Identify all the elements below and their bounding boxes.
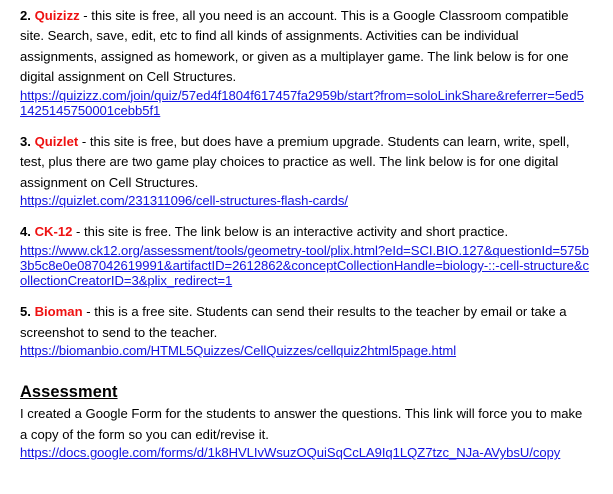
resource-description: - this site is free, but does have a premium upgrade. Students can learn, write, spell, test, plus there are two game play choices to practice as well. The link below is for one digital assignment on Cell Structures. (20, 134, 570, 190)
resource-link[interactable]: https://www.ck12.org/assessment/tools/geometry-tool/plix.html?eId=SCI.BIO.127&questionId=575b3b5c8e0e087042619991&artifactID=2612862&conceptCollectionHandle=biology-::-cell-structure&collectionCreatorID=3&plix_redirect=1 (20, 242, 590, 289)
resource-description: - this site is free. The link below is an interactive activity and short practice. (72, 224, 509, 240)
resource-description: - this site is free, all you need is an account. This is a Google Classroom compatible site. Search, save, edit, etc to find all kinds of assignments. Activities can be individual assignments, assigned as homework, or given as a multiplayer game. The link below is for one digital assignment on Cell Structures. (20, 8, 569, 85)
assessment-link[interactable]: https://docs.google.com/forms/d/1k8HVLIvWsuzOQuiSqCcLA9Iq1LQZ7tzc_NJa-AVybsU/copy (20, 445, 561, 461)
resource-entry-text (20, 222, 591, 242)
resource-number: 4. (20, 224, 31, 240)
resource-entry-text (20, 132, 591, 193)
resource-entry-quizizz (20, 6, 591, 118)
resource-site-name: Bioman (34, 304, 83, 320)
resource-entry-ck12 (20, 222, 591, 288)
assessment-heading: Assessment (20, 383, 118, 402)
resource-link[interactable]: https://quizizz.com/join/quiz/57ed4f1804f617457fa2959b/start?from=soloLinkShare&referrer=5ed51425145750001cebb5f1 (20, 87, 584, 118)
resource-site-name: Quizizz (34, 8, 80, 23)
assessment-section (20, 382, 591, 460)
resource-link[interactable]: https://biomanbio.com/HTML5Quizzes/CellQuizzes/cellquiz2html5page.html (20, 343, 457, 359)
resource-link[interactable]: https://quizlet.com/231311096/cell-structures-flash-cards/ (20, 193, 348, 209)
assessment-body: I created a Google Form for the students to answer the questions. This link will force you to make a copy of the form so you can edit/revise it. (20, 406, 583, 442)
resource-number: 3. (20, 134, 31, 150)
resource-entry-text (20, 6, 591, 88)
resource-site-name: CK-12 (34, 224, 73, 240)
resource-description: - this is a free site. Students can send their results to the teacher by email or take a screenshot to send to the teacher. (20, 304, 567, 340)
resource-entry-quizlet (20, 132, 591, 208)
resource-entry-text (20, 302, 591, 343)
resource-site-name: Quizlet (34, 134, 79, 150)
resource-number: 2. (20, 8, 31, 23)
resource-number: 5. (20, 304, 31, 320)
resource-entry-bioman (20, 302, 591, 358)
